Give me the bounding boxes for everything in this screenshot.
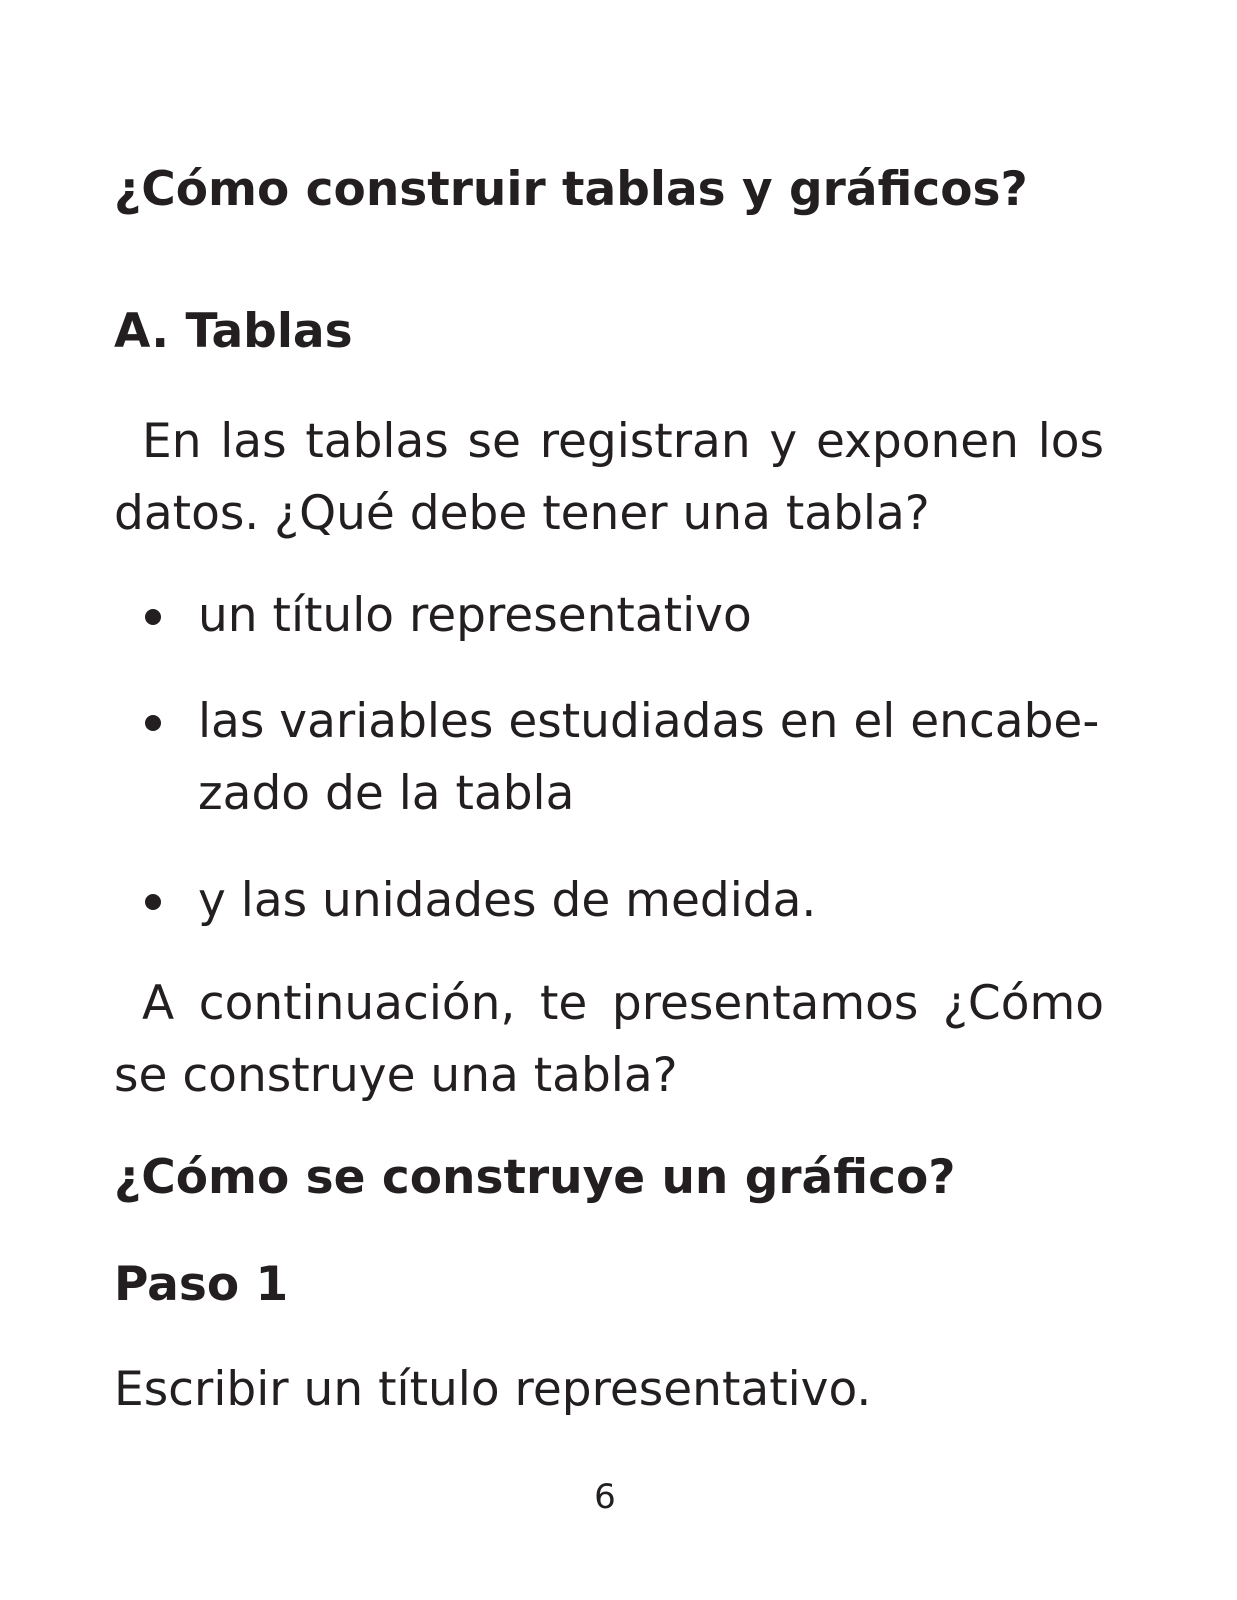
intro-paragraph: En las tablas se registran y exponen los datos. ¿Qué debe tener una tabla? <box>114 414 1104 541</box>
step-text: Escribir un título representativo. <box>114 1362 872 1417</box>
list-item-text: y las unidades de medida. <box>198 873 817 928</box>
bullet-icon <box>145 894 161 910</box>
section-heading: A. Tablas <box>114 304 353 359</box>
subheading: ¿Cómo se construye un gráfico? <box>114 1150 956 1205</box>
bullet-icon <box>145 609 161 625</box>
bullet-icon <box>145 715 161 731</box>
page-number: 6 <box>594 1477 616 1517</box>
list-item <box>114 865 1104 937</box>
list-item <box>114 580 1104 652</box>
step-heading: Paso 1 <box>114 1257 289 1312</box>
continuation-paragraph: A continuación, te presentamos ¿Cómo se construye una tabla? <box>114 976 1104 1103</box>
list-item-text: las variables estudiadas en el encabe-zado de la tabla <box>198 694 1100 821</box>
main-heading: ¿Cómo construir tablas y gráficos? <box>114 162 1028 217</box>
list-item <box>114 686 1104 830</box>
list-item-text: un título representativo <box>198 588 752 643</box>
